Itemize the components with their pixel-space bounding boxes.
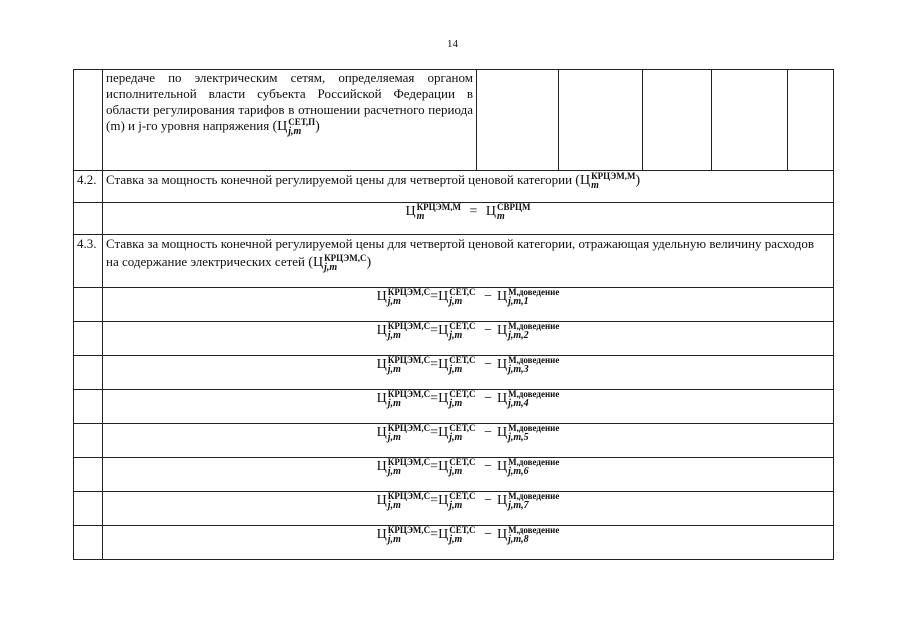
value-cell xyxy=(712,70,788,171)
section-4-3-formulas xyxy=(74,288,834,560)
formula: Ц КРЦЭМ,С j,m =Ц СЕТ,С j,m − Ц М,доведение j,m,6 xyxy=(103,458,834,492)
continued-row-description: передаче по электрическим сетям, определяемая органом исполнительной власти субъекта Российской Федерации в области регулирования тарифов в отношении расчетного периода (m) и j-го уровня напряжения xyxy=(106,70,473,134)
formula: Ц КРЦЭМ,С j,m =Ц СЕТ,С j,m − Ц М,доведение j,m,1 xyxy=(103,288,834,322)
formula-row xyxy=(74,356,834,390)
formula-row xyxy=(74,322,834,356)
formula: Ц КРЦЭМ,С j,m =Ц СЕТ,С j,m − Ц М,доведение j,m,4 xyxy=(103,390,834,424)
formula: Ц КРЦЭМ,С j,m =Ц СЕТ,С j,m − Ц М,доведение j,m,3 xyxy=(103,356,834,390)
formula-row xyxy=(74,288,834,322)
section-4-2-formula-row xyxy=(74,203,834,235)
empty-number-cell xyxy=(74,356,103,390)
empty-number-cell xyxy=(74,458,103,492)
section-number: 4.2. xyxy=(74,171,103,203)
formula-row xyxy=(74,492,834,526)
section-4-2-heading-row xyxy=(74,171,834,203)
continued-row xyxy=(74,70,834,171)
section-heading: Ставка за мощность конечной регулируемой цены для четвертой ценовой категории (Ц КРЦЭМ,М m ) xyxy=(103,171,834,203)
section-heading: Ставка за мощность конечной регулируемой цены для четвертой ценовой категории, отражающая удельную величину расходов на содержание электрических сетей (Ц КРЦЭМ,С j,m ) xyxy=(103,235,834,288)
value-cell xyxy=(643,70,712,171)
formula: Ц КРЦЭМ,С j,m =Ц СЕТ,С j,m − Ц М,доведение j,m,5 xyxy=(103,424,834,458)
formula: Ц КРЦЭМ,М m = Ц СВРЦМ m xyxy=(103,203,834,235)
value-cell xyxy=(477,70,559,171)
page-number: 14 xyxy=(447,38,458,50)
formula: Ц КРЦЭМ,С j,m =Ц СЕТ,С j,m − Ц М,доведение j,m,8 xyxy=(103,526,834,560)
section-number: 4.3. xyxy=(74,235,103,288)
empty-number-cell xyxy=(74,492,103,526)
continued-row-text xyxy=(103,70,477,171)
empty-number-cell xyxy=(74,424,103,458)
formula-row xyxy=(74,424,834,458)
formula: Ц КРЦЭМ,С j,m =Ц СЕТ,С j,m − Ц М,доведение j,m,7 xyxy=(103,492,834,526)
empty-number-cell xyxy=(74,390,103,424)
empty-number-cell xyxy=(74,203,103,235)
formula: Ц КРЦЭМ,С j,m =Ц СЕТ,С j,m − Ц М,доведение j,m,2 xyxy=(103,322,834,356)
formula-row xyxy=(74,458,834,492)
continued-row-number xyxy=(74,70,103,171)
continued-row-symbol: (Ц СЕТ,П j,m ) xyxy=(272,117,320,137)
formula-row xyxy=(74,390,834,424)
tariff-table xyxy=(73,69,834,560)
formula-row xyxy=(74,526,834,560)
section-4-3-heading-row xyxy=(74,235,834,288)
value-cell xyxy=(559,70,643,171)
value-cell xyxy=(788,70,834,171)
empty-number-cell xyxy=(74,288,103,322)
empty-number-cell xyxy=(74,322,103,356)
empty-number-cell xyxy=(74,526,103,560)
